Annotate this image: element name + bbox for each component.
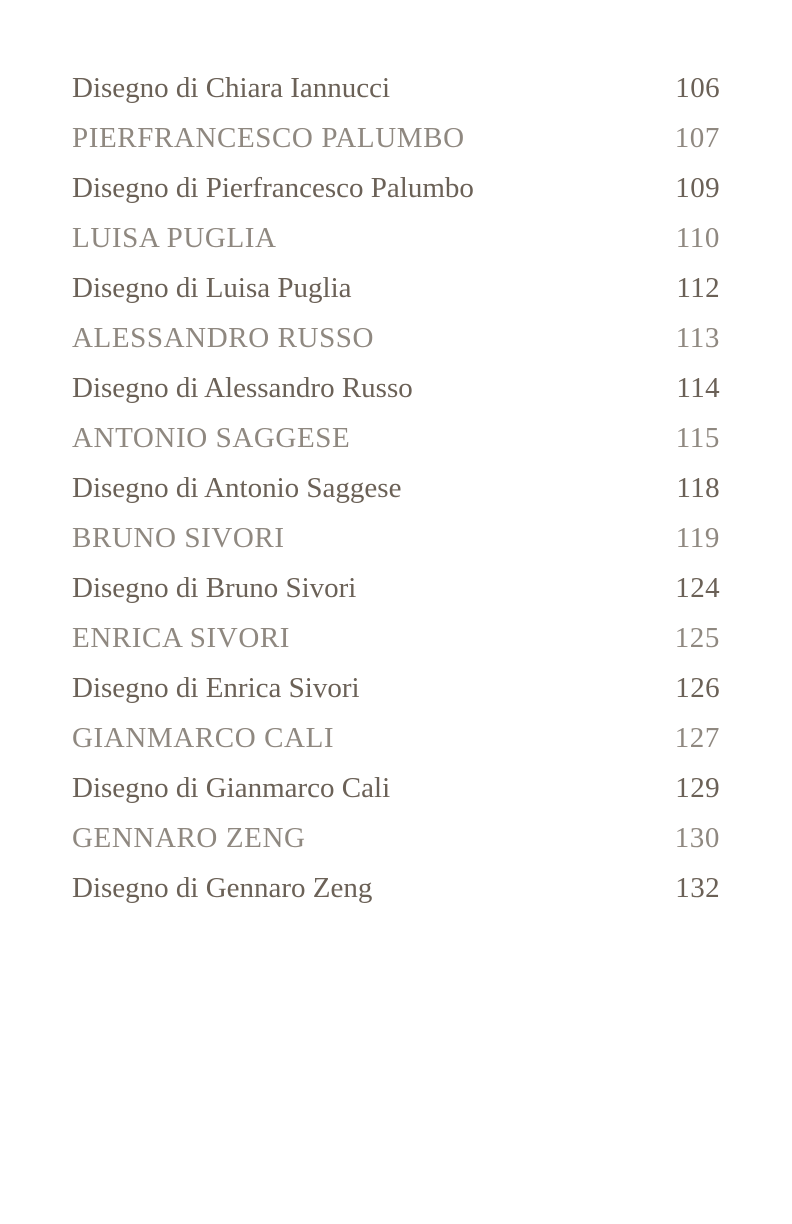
toc-entry bbox=[72, 363, 720, 413]
toc-entry-page: 110 bbox=[675, 222, 720, 254]
toc-entry-page: 124 bbox=[675, 572, 720, 604]
toc-entry-page: 106 bbox=[675, 72, 720, 104]
toc-entry bbox=[72, 213, 720, 263]
toc-entry bbox=[72, 163, 720, 213]
toc-entry-page: 109 bbox=[675, 172, 720, 204]
toc-entry bbox=[72, 513, 720, 563]
toc-entry-title: Disegno di Antonio Saggese bbox=[72, 472, 402, 504]
toc-entry-title: ALESSANDRO RUSSO bbox=[72, 322, 375, 354]
toc-entry-page: 115 bbox=[675, 422, 720, 454]
toc-entry-title: ENRICA SIVORI bbox=[72, 622, 291, 654]
toc-entry-title: Disegno di Bruno Sivori bbox=[72, 572, 357, 604]
toc-entry-title: PIERFRANCESCO PALUMBO bbox=[72, 122, 465, 154]
toc-entry-title: Disegno di Chiara Iannucci bbox=[72, 72, 391, 104]
toc-entry-title: ANTONIO SAGGESE bbox=[72, 422, 351, 454]
toc-entry-title: Disegno di Gennaro Zeng bbox=[72, 872, 373, 904]
toc-entry bbox=[72, 613, 720, 663]
toc-entry bbox=[72, 813, 720, 863]
toc-entry bbox=[72, 663, 720, 713]
toc-entry bbox=[72, 563, 720, 613]
toc-entry-title: Disegno di Pierfrancesco Palumbo bbox=[72, 172, 474, 204]
toc-entry bbox=[72, 413, 720, 463]
toc-entry-page: 113 bbox=[675, 322, 720, 354]
toc-entry-title: BRUNO SIVORI bbox=[72, 522, 285, 554]
toc-entry-page: 119 bbox=[675, 522, 720, 554]
toc-entry-page: 126 bbox=[675, 672, 720, 704]
toc-entry bbox=[72, 713, 720, 763]
toc-entry bbox=[72, 63, 720, 113]
toc-entry bbox=[72, 113, 720, 163]
toc-entry-title: Disegno di Alessandro Russo bbox=[72, 372, 413, 404]
toc-entry bbox=[72, 313, 720, 363]
toc-entry-title: Disegno di Luisa Puglia bbox=[72, 272, 352, 304]
toc-entry bbox=[72, 763, 720, 813]
toc-entry-page: 127 bbox=[674, 722, 720, 754]
toc-entry-page: 107 bbox=[674, 122, 720, 154]
toc-entry-title: Disegno di Enrica Sivori bbox=[72, 672, 360, 704]
toc-entry-page: 118 bbox=[676, 472, 720, 504]
toc-entry-page: 129 bbox=[675, 772, 720, 804]
toc-entry-title: GIANMARCO CALI bbox=[72, 722, 335, 754]
toc-entry-title: Disegno di Gianmarco Cali bbox=[72, 772, 391, 804]
toc-entry-page: 132 bbox=[675, 872, 720, 904]
toc-entry-title: LUISA PUGLIA bbox=[72, 222, 277, 254]
toc-entry-title: GENNARO ZENG bbox=[72, 822, 306, 854]
toc-entry bbox=[72, 263, 720, 313]
toc-entry-page: 130 bbox=[674, 822, 720, 854]
toc-entry-page: 112 bbox=[676, 272, 720, 304]
table-of-contents bbox=[72, 63, 720, 913]
toc-entry bbox=[72, 863, 720, 913]
toc-entry-page: 125 bbox=[674, 622, 720, 654]
toc-entry bbox=[72, 463, 720, 513]
toc-entry-page: 114 bbox=[676, 372, 720, 404]
